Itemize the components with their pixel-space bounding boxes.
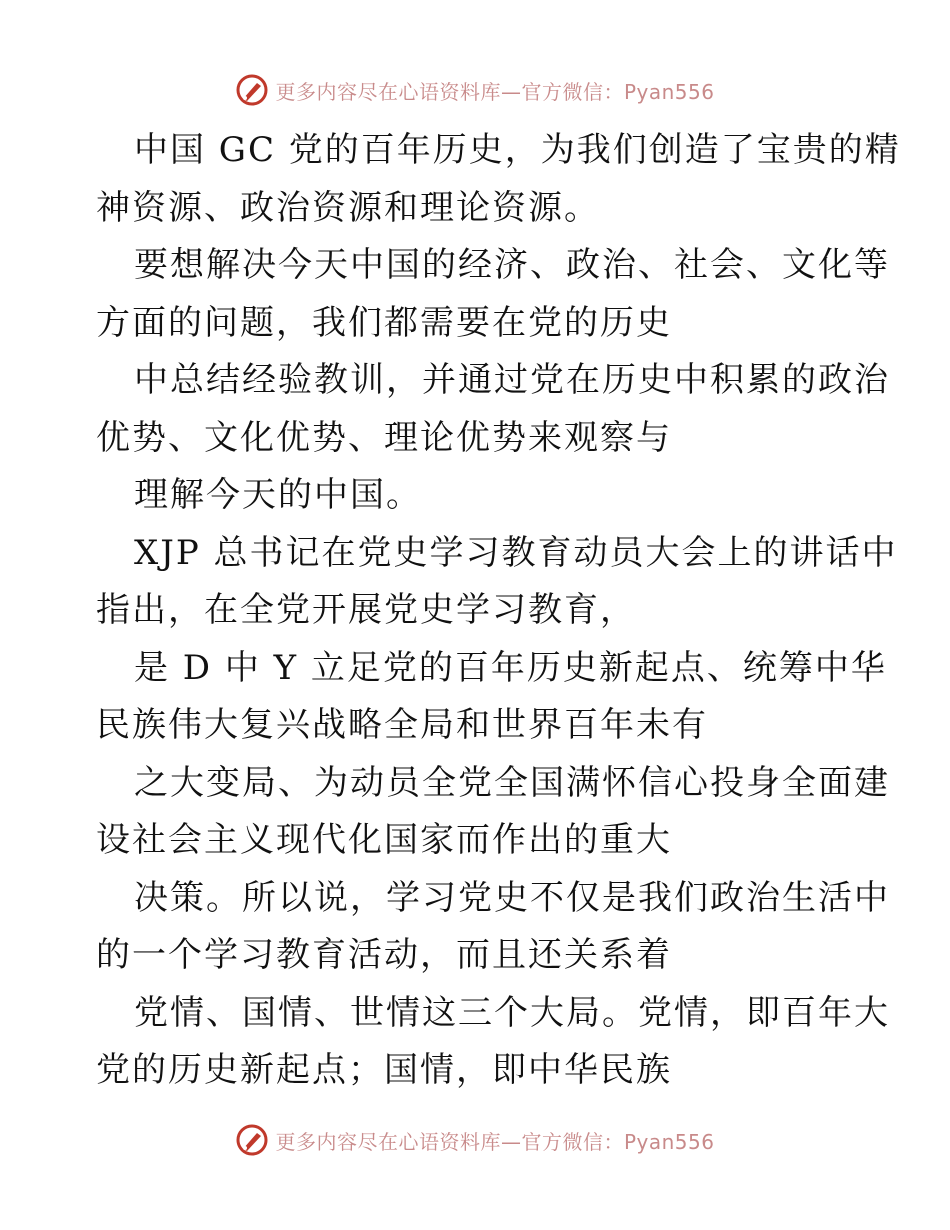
paragraph-line: 指出，在全党开展党史学习教育，: [96, 590, 636, 630]
paragraph-line: 是 D 中 Y 立足党的百年历史新起点、统筹中华: [134, 647, 887, 688]
footer-watermark-text: 更多内容尽在心语资料库—官方微信：Pyan556: [275, 1129, 715, 1154]
paragraph-line: 优势、文化优势、理论优势来观察与: [96, 417, 672, 458]
paragraph-line: 中总结经验教训，并通过党在历史中积累的政治: [134, 360, 890, 400]
red-pen-logo-icon: [235, 1123, 269, 1157]
paragraph-line: 中国 GC 党的百年历史，为我们创造了宝贵的精: [134, 130, 901, 170]
paragraph-line: 之大变局、为动员全党全国满怀信心投身全面建: [134, 762, 890, 803]
paragraph-line: 党的历史新起点；国情，即中华民族: [96, 1050, 672, 1090]
paragraph-line: 方面的问题，我们都需要在党的历史: [96, 302, 672, 343]
paragraph-line: 神资源、政治资源和理论资源。: [96, 187, 600, 228]
red-pen-logo-icon: [235, 73, 269, 107]
document-body: [96, 122, 901, 1100]
paragraph-line: XJP 总书记在党史学习教育动员大会上的讲话中: [134, 532, 898, 573]
paragraph-line: 民族伟大复兴战略全局和世界百年未有: [96, 705, 708, 745]
paragraph-line: 理解今天的中国。: [134, 475, 422, 515]
header-watermark-text: 更多内容尽在心语资料库—官方微信：Pyan556: [275, 79, 715, 104]
paragraph-line: 设社会主义现代化国家而作出的重大: [96, 820, 672, 860]
footer-watermark: [0, 1120, 950, 1160]
paragraph-line: 的一个学习教育活动，而且还关系着: [96, 935, 672, 975]
paragraph-line: 要想解决今天中国的经济、政治、社会、文化等: [134, 245, 890, 285]
paragraph-line: 党情、国情、世情这三个大局。党情，即百年大: [134, 992, 890, 1033]
paragraph-line: 决策。所以说，学习党史不仅是我们政治生活中: [134, 877, 890, 918]
header-watermark: [0, 70, 950, 110]
